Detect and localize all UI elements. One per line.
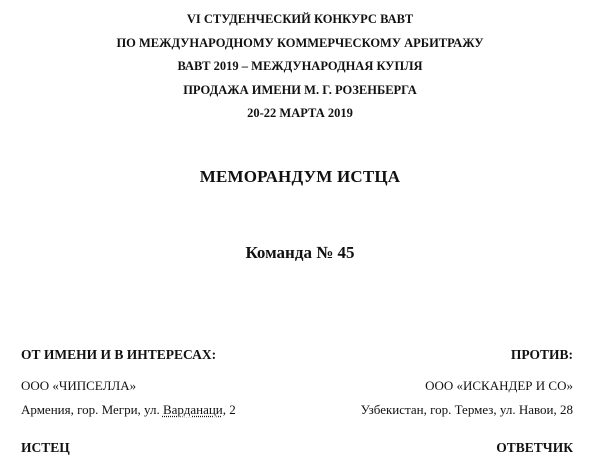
claimant-address-suffix: , 2	[222, 402, 236, 417]
header-line: ПО МЕЖДУНАРОДНОМУ КОММЕРЧЕСКОМУ АРБИТРАЖУ	[116, 35, 484, 50]
claimant-company: ООО «ЧИПСЕЛЛА»	[21, 378, 137, 393]
header-line: ПРОДАЖА ИМЕНИ М. Г. РОЗЕНБЕРГА	[183, 82, 417, 97]
header-line: ВАВТ 2019 – МЕЖДУНАРОДНАЯ КУПЛЯ	[177, 59, 423, 73]
claimant-heading: ОТ ИМЕНИ И В ИНТЕРЕСАХ:	[21, 347, 217, 362]
competition-header	[0, 8, 600, 126]
claimant-address	[21, 402, 236, 418]
header-line: 20-22 МАРТА 2019	[247, 106, 353, 120]
team-number: Команда № 45	[245, 243, 355, 262]
respondent-company: ООО «ИСКАНДЕР И СО»	[425, 378, 573, 393]
header-line: VI СТУДЕНЧЕСКИЙ КОНКУРС ВАВТ	[186, 12, 414, 26]
respondent-address: Узбекистан, гор. Термез, ул. Навои, 28	[360, 402, 573, 417]
respondent-heading: ПРОТИВ:	[510, 347, 573, 362]
document-title: МЕМОРАНДУМ ИСТЦА	[199, 167, 401, 186]
claimant-role: ИСТЕЦ	[21, 440, 70, 455]
claimant-address-prefix: Армения, гор. Мегри, ул.	[21, 402, 163, 417]
respondent-role: ОТВЕТЧИК	[496, 440, 573, 455]
claimant-address-street: Варданаци	[162, 402, 223, 417]
